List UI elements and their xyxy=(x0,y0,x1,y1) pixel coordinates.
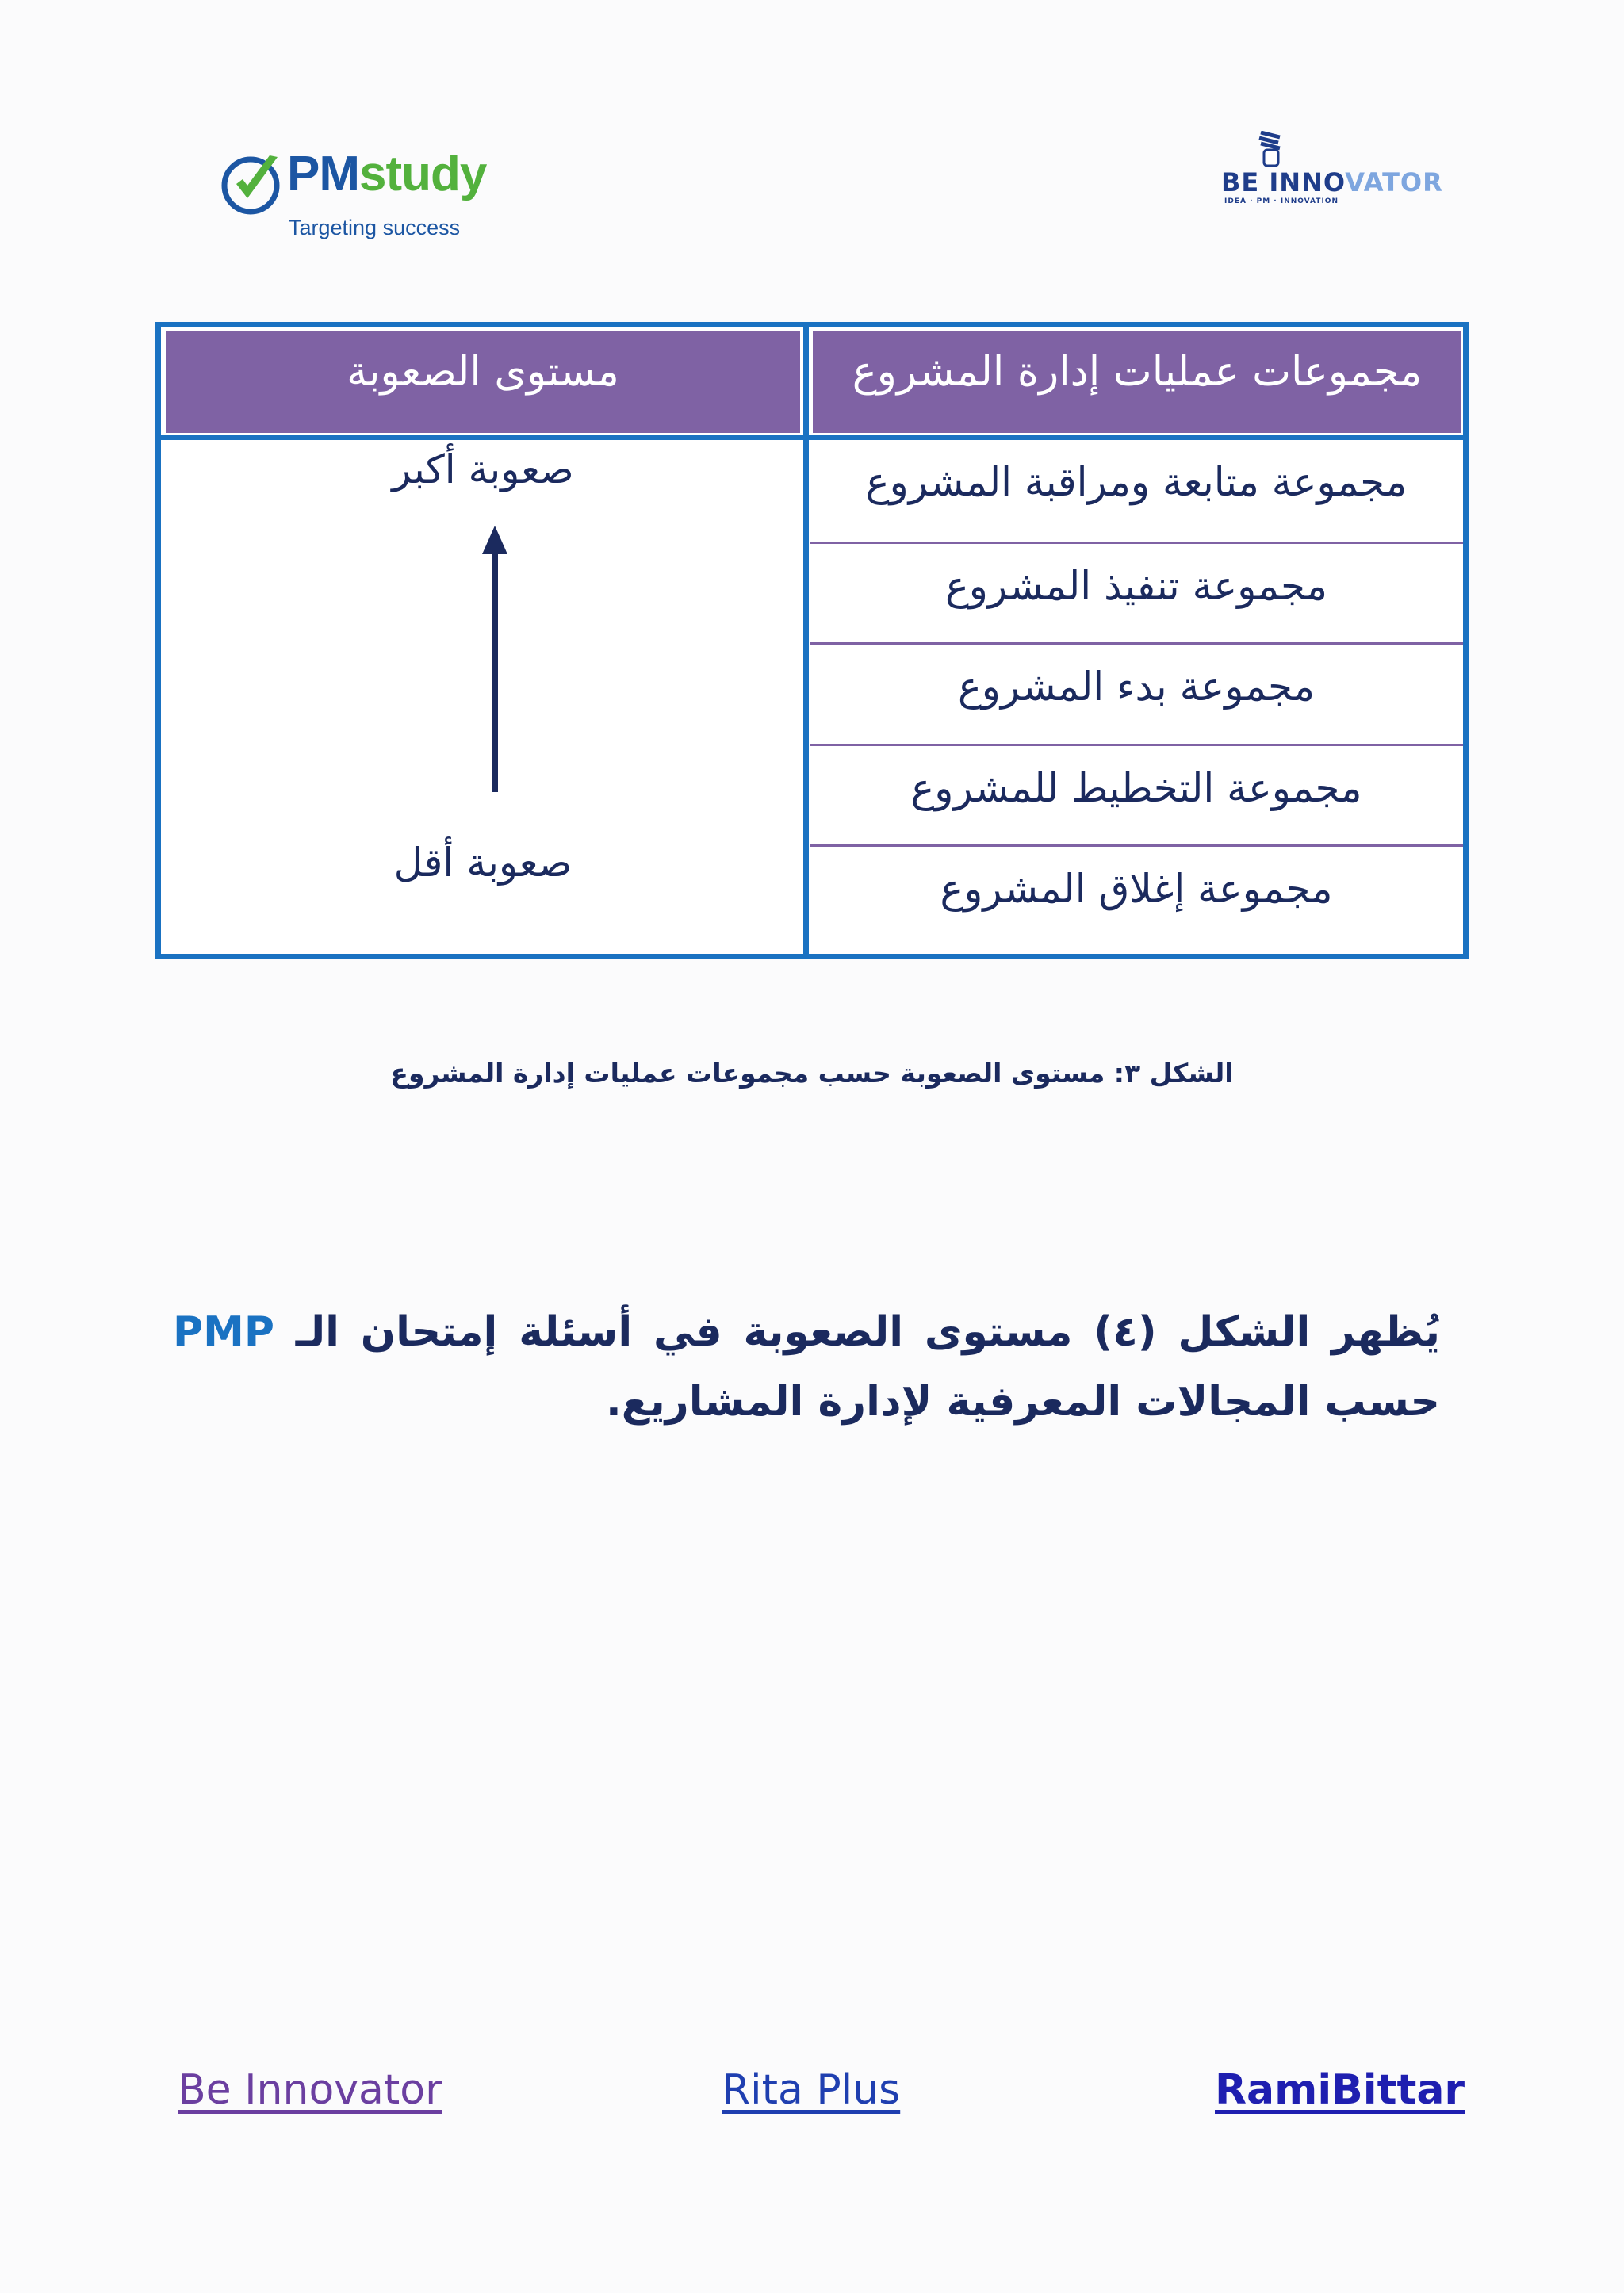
pmstudy-wordmark-study: study xyxy=(359,147,487,201)
pmstudy-wordmark xyxy=(287,146,486,202)
wordmark-be: BE xyxy=(1221,167,1270,197)
row-text: مجموعة متابعة ومراقبة المشروع xyxy=(865,459,1408,505)
header-groups-text: مجموعات عمليات إدارة المشروع xyxy=(852,348,1423,396)
pmstudy-wordmark-pm: PM xyxy=(287,147,359,201)
be-innovator-logo xyxy=(1221,131,1443,218)
be-innovator-subtitle: IDEA · PM · INNOVATION xyxy=(1224,197,1339,205)
process-groups-table xyxy=(155,322,1469,959)
figure-caption: الشكل ٣: مستوى الصعوبة حسب مجموعات عمليات إدارة المشروع xyxy=(390,1058,1234,1089)
footer-link-rita-plus[interactable]: Rita Plus xyxy=(722,2066,901,2114)
pmstudy-tagline: Targeting success xyxy=(289,216,461,239)
wordmark-inno: INNO xyxy=(1269,167,1346,197)
footer-link-be-innovator[interactable]: Be Innovator xyxy=(178,2066,442,2114)
column-divider xyxy=(803,327,809,954)
paragraph-pmp-highlight: PMP xyxy=(173,1308,274,1356)
header-cell-difficulty xyxy=(166,331,800,433)
row-text: مجموعة تنفيذ المشروع xyxy=(944,563,1328,609)
pmstudy-logo xyxy=(219,149,520,251)
difficulty-high-label: صعوبة أكبر xyxy=(392,446,574,492)
wordmark-vator: VATOR xyxy=(1345,167,1443,197)
table-row xyxy=(810,847,1463,948)
table-row xyxy=(810,544,1463,645)
row-text: مجموعة بدء المشروع xyxy=(957,664,1316,710)
table-row xyxy=(810,440,1463,542)
difficulty-low-label: صعوبة أقل xyxy=(393,840,573,886)
lightbulb-icon xyxy=(1256,131,1288,169)
paragraph-text-start: يُظهر الشكل (٤) مستوى الصعوبة في أسئلة إمتحان الـ xyxy=(274,1308,1440,1356)
header-difficulty-text: مستوى الصعوبة xyxy=(347,348,619,396)
be-innovator-wordmark xyxy=(1221,167,1443,197)
paragraph-text-end: حسب المجالات المعرفية لإدارة المشاريع. xyxy=(605,1378,1440,1426)
row-text: مجموعة إغلاق المشروع xyxy=(940,866,1333,912)
table-row xyxy=(810,746,1463,848)
arrow-up-icon xyxy=(479,524,511,794)
table-row xyxy=(810,645,1463,746)
header-cell-groups xyxy=(813,331,1461,433)
checkmark-circle-icon xyxy=(219,151,285,217)
body-paragraph xyxy=(173,1297,1440,1437)
footer xyxy=(0,2066,1624,2130)
row-text: مجموعة التخطيط للمشروع xyxy=(910,765,1362,811)
footer-link-rami-bittar[interactable]: RamiBittar xyxy=(1215,2066,1465,2114)
